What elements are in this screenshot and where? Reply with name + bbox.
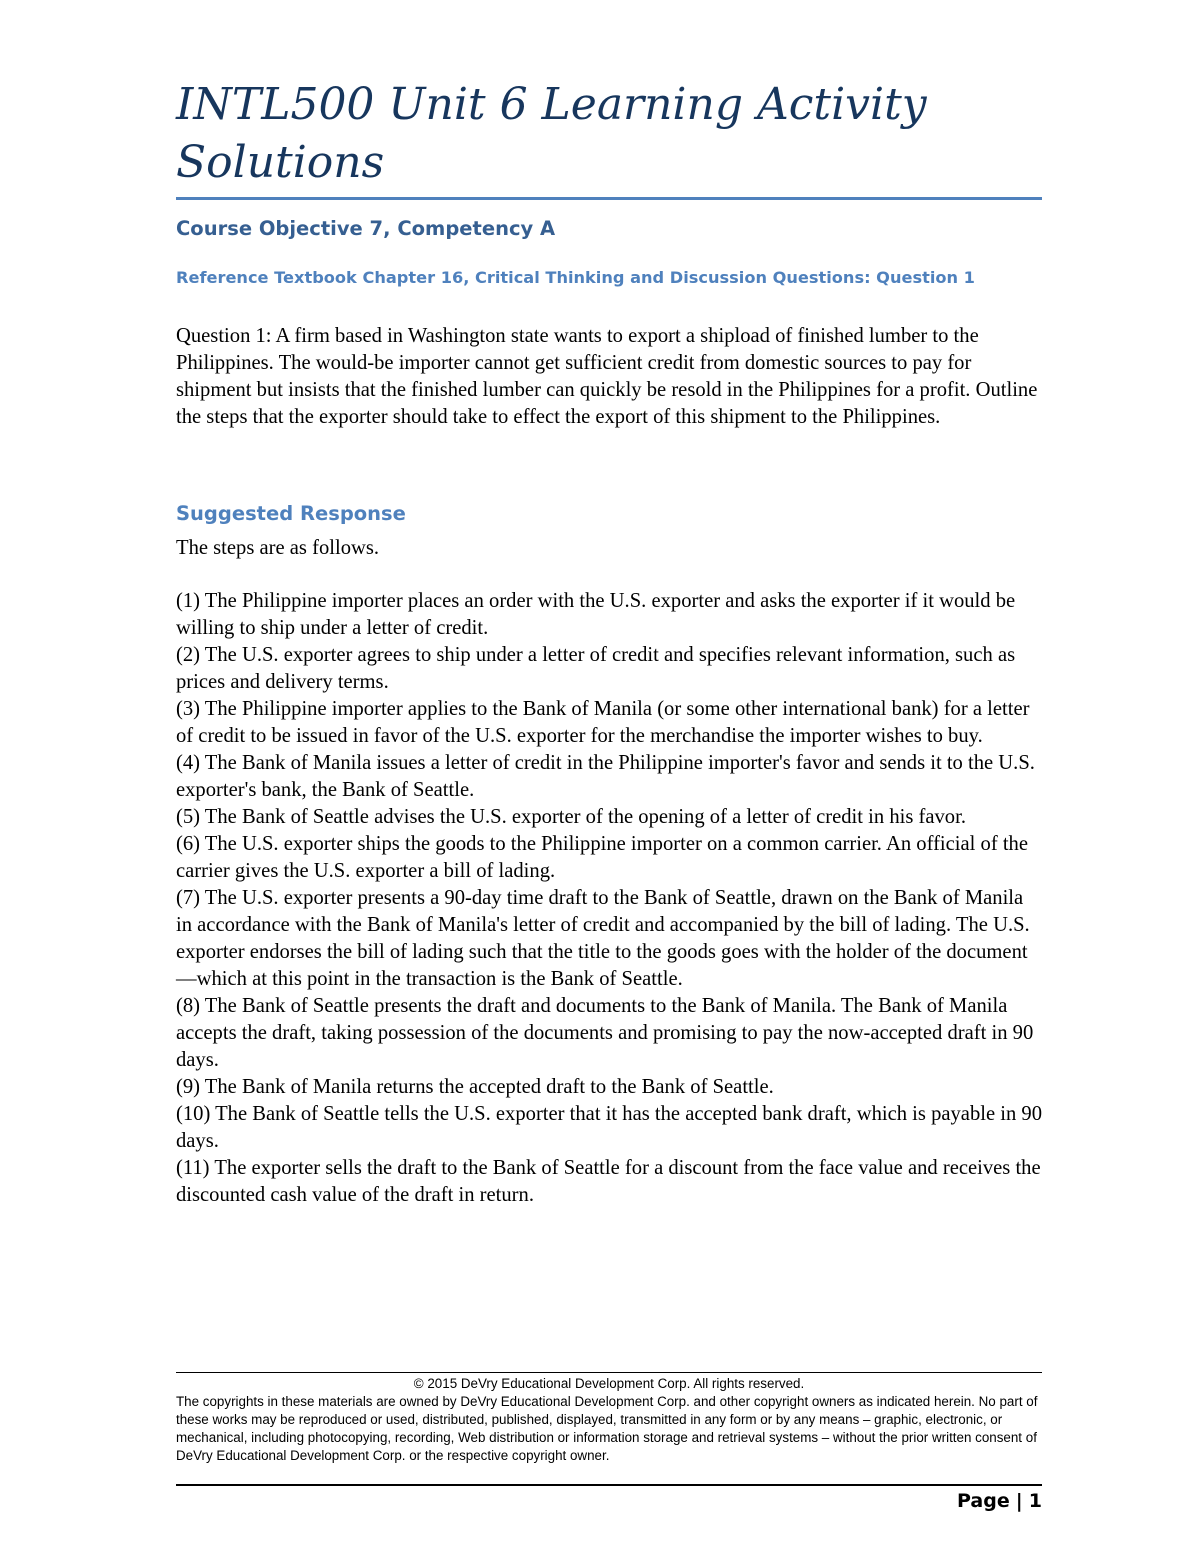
- page-separator: |: [1015, 1490, 1023, 1512]
- footer-divider-top: [176, 1372, 1042, 1373]
- page-footer: [176, 1375, 1042, 1465]
- page-number-value: 1: [1028, 1490, 1042, 1512]
- step-item: (4) The Bank of Manila issues a letter of credit in the Philippine importer's favor and sends it to the U.S. exporter's bank, the Bank of Seattle.: [176, 752, 1035, 801]
- step-item: (2) The U.S. exporter agrees to ship under a letter of credit and specifies relevant information, such as prices and delivery terms.: [176, 644, 1016, 693]
- step-item: (9) The Bank of Manila returns the accepted draft to the Bank of Seattle.: [176, 1076, 774, 1098]
- document-title: INTL500 Unit 6 Learning Activity Solutions: [176, 79, 927, 188]
- title-divider: [176, 197, 1042, 200]
- question-text: Question 1: A firm based in Washington state wants to export a shipload of finished lumber to the Philippines. The would-be importer cannot get sufficient credit from domestic sources to pay for shipment but insists that the finished lumber can quickly be resold in the Philippines for a profit. Outline the steps that the exporter should take to effect the export of this shipment to the Philippines.: [176, 325, 1038, 428]
- step-item: (5) The Bank of Seattle advises the U.S. exporter of the opening of a letter of credit in his favor.: [176, 806, 966, 828]
- footer-divider-bottom: [176, 1484, 1042, 1486]
- step-item: (11) The exporter sells the draft to the Bank of Seattle for a discount from the face value and receives the discounted cash value of the draft in return.: [176, 1157, 1041, 1206]
- step-item: (1) The Philippine importer places an order with the U.S. exporter and asks the exporter if it would be willing to ship under a letter of credit.: [176, 590, 1016, 639]
- footer-notice: The copyrights in these materials are owned by DeVry Educational Development Corp. and other copyright owners as indicated herein. No part of these works may be reproduced or used, distributed, published, displayed, transmitted in any form or by any means – graphic, electronic, or mechanical, including photocopying, recording, Web distribution or information storage and retrieval systems – without the prior written consent of DeVry Educational Development Corp. or the respective copyright owner.: [176, 1394, 1038, 1463]
- step-item: (8) The Bank of Seattle presents the draft and documents to the Bank of Manila. The Bank of Manila accepts the draft, taking possession of the documents and promising to pay the now-accepted draft in 90 days.: [176, 995, 1034, 1071]
- steps-list: [176, 588, 1042, 1209]
- step-item: (6) The U.S. exporter ships the goods to the Philippine importer on a common carrier. An official of the carrier gives the U.S. exporter a bill of lading.: [176, 833, 1028, 882]
- step-item: (3) The Philippine importer applies to the Bank of Manila (or some other international bank) for a letter of credit to be issued in favor of the U.S. exporter for the merchandise the importer wishes to buy.: [176, 698, 1030, 747]
- page-number: [957, 1487, 1042, 1515]
- reference-heading: Reference Textbook Chapter 16, Critical Thinking and Discussion Questions: Question 1: [176, 268, 975, 287]
- course-objective-heading: Course Objective 7, Competency A: [176, 217, 556, 240]
- footer-copyright: © 2015 DeVry Educational Development Corp. All rights reserved.: [413, 1376, 805, 1391]
- suggested-response-heading: Suggested Response: [176, 502, 406, 525]
- document-page: [176, 0, 1042, 1553]
- page-label: Page: [956, 1490, 1010, 1512]
- response-intro: The steps are as follows.: [176, 537, 380, 559]
- step-item: (7) The U.S. exporter presents a 90-day time draft to the Bank of Seattle, drawn on the Bank of Manila in accordance with the Bank of Manila's letter of credit and accompanied by the bill of lading. The U.S. exporter endorses the bill of lading such that the title to the goods goes with the holder of the document—which at this point in the transaction is the Bank of Seattle.: [176, 887, 1030, 990]
- step-item: (10) The Bank of Seattle tells the U.S. exporter that it has the accepted bank draft, which is payable in 90 days.: [176, 1103, 1043, 1152]
